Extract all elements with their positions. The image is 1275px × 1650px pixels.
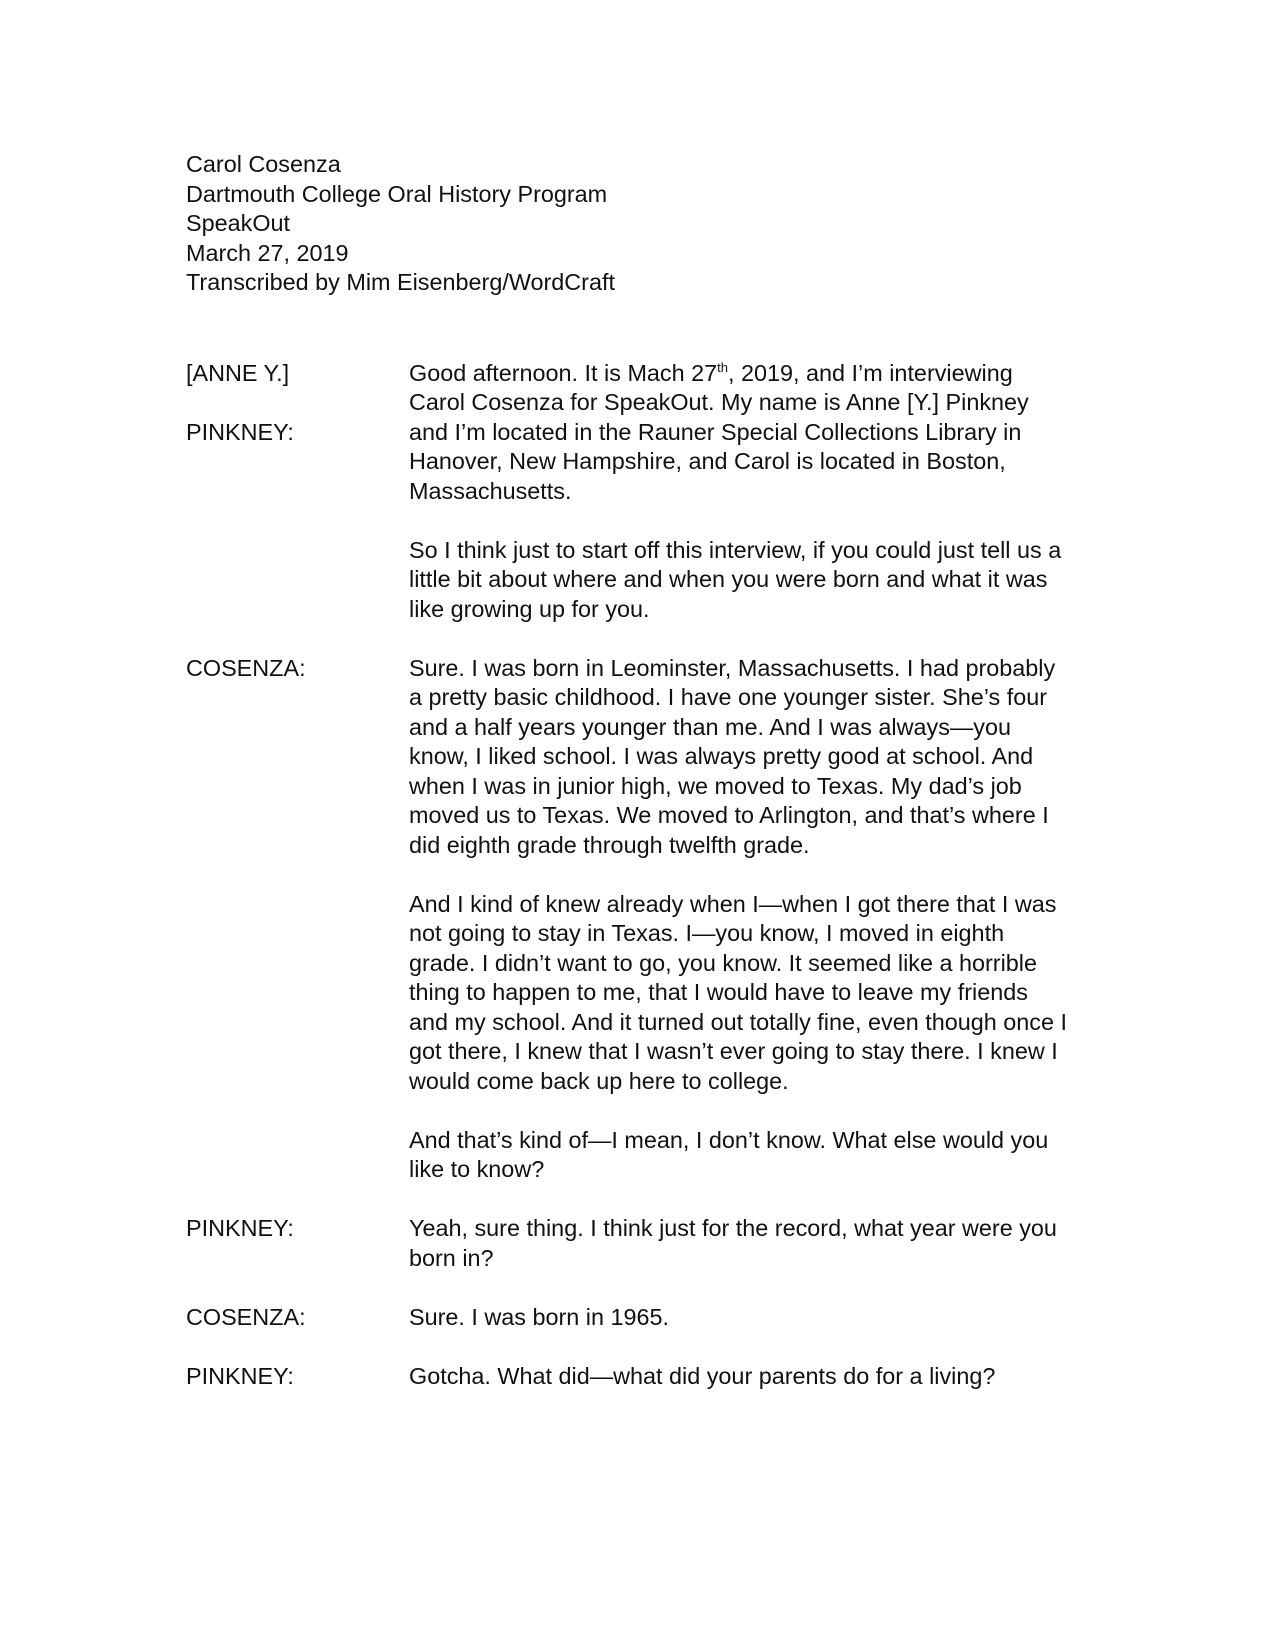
ordinal-suffix: th: [717, 359, 728, 375]
transcript-turn: [186, 654, 1086, 1185]
program-name: Dartmouth College Oral History Program: [186, 180, 608, 207]
project-name: SpeakOut: [186, 210, 291, 236]
speech-text: [409, 1303, 1069, 1333]
speech-text: [409, 1362, 1069, 1392]
interview-date: March 27, 2019: [186, 239, 349, 266]
document-header: [186, 150, 615, 298]
speech-text: [409, 654, 1069, 1185]
speech-paragraph: Sure. I was born in Leominster, Massachusetts. I had probably a pretty basic childhood. I have one younger sister. She’s four and a half years younger than me. And I was always—you know, I liked school. I was always pretty good at school. And when I was in junior high, we moved to Texas. My dad’s job moved us to Texas. We moved to Arlington, and that’s where I did eighth grade through twelfth grade.: [409, 654, 1056, 858]
transcript-body: [186, 329, 1086, 1421]
speech-paragraph: Yeah, sure thing. I think just for the record, what year were you born in?: [409, 1215, 1057, 1271]
speech-paragraph: [409, 359, 1069, 507]
narrator-name: Carol Cosenza: [186, 151, 341, 177]
speaker-label: [186, 329, 409, 624]
transcript-turn: [186, 1303, 1086, 1333]
speech-text: [409, 329, 1069, 624]
transcript-turn: [186, 1362, 1086, 1392]
speech-paragraph: Sure. I was born in 1965.: [409, 1303, 670, 1330]
speech-fragment: , 2019, and I’m interviewing Carol Cosenza for SpeakOut. My name is Anne [Y.] Pinkney and I’m located in the Rauner Special Collections Library in Hanover, New Hampshire, and Carol is located in Boston, Massachusetts.: [409, 359, 1029, 504]
transcriber-credit: Transcribed by Mim Eisenberg/WordCraft: [186, 269, 615, 295]
speech-paragraph: And I kind of knew already when I—when I got there that I was not going to stay in Texas. I—you know, I moved in eighth grade. I didn’t want to go, you know. It seemed like a horrible thing to happen to me, that I would have to leave my friends and my school. And it turned out totally fine, even though once I got there, I knew that I wasn’t ever going to stay there. I knew I would come back up here to college.: [409, 890, 1067, 1094]
transcript-turn: [186, 1214, 1086, 1273]
transcript-turn: [186, 329, 1086, 624]
speech-paragraph: Gotcha. What did—what did your parents do for a living?: [409, 1362, 996, 1389]
speaker-label-line: [ANNE Y.]: [186, 359, 290, 386]
speech-text: [409, 1214, 1069, 1273]
speaker-label: COSENZA:: [186, 1303, 306, 1330]
speech-paragraph: So I think just to start off this interview, if you could just tell us a little bit about where and when you were born and what it was like growing up for you.: [409, 536, 1062, 622]
speech-paragraph: And that’s kind of—I mean, I don’t know. What else would you like to know?: [409, 1126, 1049, 1182]
speaker-label: COSENZA:: [186, 654, 306, 681]
speaker-label-line: PINKNEY:: [186, 418, 294, 445]
speaker-label: PINKNEY:: [186, 1215, 294, 1241]
speaker-label: PINKNEY:: [186, 1362, 294, 1389]
speech-fragment: Good afternoon. It is Mach 27: [409, 359, 718, 386]
